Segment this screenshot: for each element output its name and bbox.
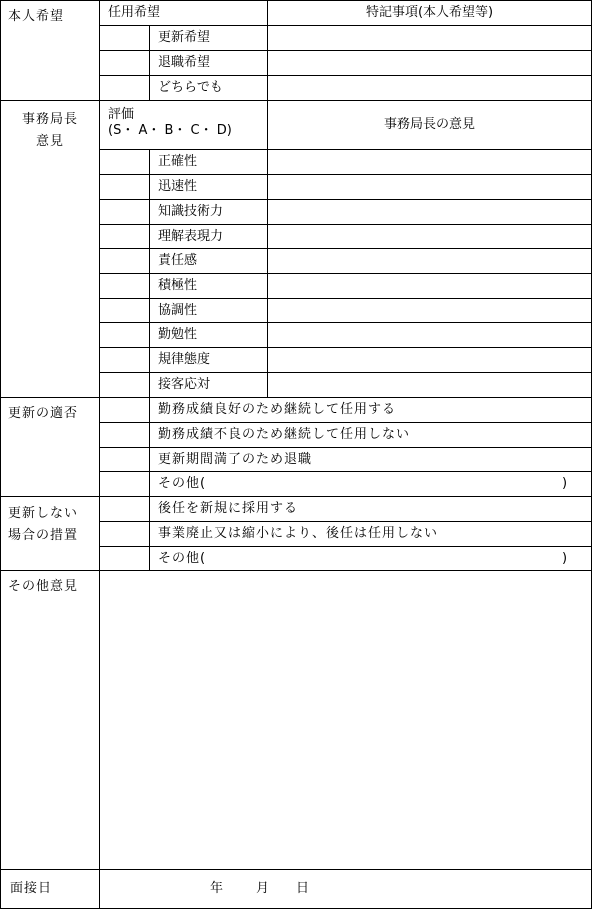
opinion-cell[interactable] — [268, 175, 592, 200]
opinion-cell[interactable] — [268, 348, 592, 373]
honnin-kibou-option: 更新希望 — [150, 26, 268, 51]
rating-cell[interactable] — [100, 249, 150, 274]
sochi-other[interactable] — [150, 547, 592, 571]
day-label: 日 — [296, 881, 310, 896]
sochi-option: 事業廃止又は縮小により、後任は任用しない — [150, 522, 592, 547]
jimukyokucho-label-line1: 事務局長 — [21, 112, 78, 127]
jimukyokucho-label — [1, 101, 100, 398]
sochi-label — [1, 497, 100, 571]
sonota-iken-label: その他意見 — [1, 571, 100, 870]
koushin-tekihi-check-cell[interactable] — [100, 398, 150, 423]
mensetsubi-row — [1, 870, 592, 909]
honnin-kibou-label: 本人希望 — [1, 1, 100, 101]
honnin-kibou-option: 退職希望 — [150, 51, 268, 76]
mensetsubi-label: 面接日 — [1, 870, 100, 909]
other-close-paren: ) — [561, 476, 568, 491]
koushin-tekihi-check-cell[interactable] — [100, 448, 150, 472]
criterion-label: 勤勉性 — [150, 323, 268, 348]
tokki-jikou-cell[interactable] — [268, 76, 592, 101]
honnin-kibou-header-row — [1, 1, 592, 26]
koushin-tekihi-option: 勤務成績不良のため継続して任用しない — [150, 423, 592, 448]
criterion-label: 規律態度 — [150, 348, 268, 373]
opinion-cell[interactable] — [268, 299, 592, 323]
criterion-label: 積極性 — [150, 274, 268, 299]
opinion-cell[interactable] — [268, 200, 592, 225]
sochi-label-line2: 場合の措置 — [8, 528, 79, 543]
jimukyokucho-header-row — [1, 101, 592, 150]
honnin-kibou-option: どちらでも — [150, 76, 268, 101]
rating-cell[interactable] — [100, 175, 150, 200]
criterion-label: 正確性 — [150, 150, 268, 175]
koushin-tekihi-check-cell[interactable] — [100, 423, 150, 448]
sochi-check-cell[interactable] — [100, 522, 150, 547]
other-open-label: その他( — [158, 476, 207, 491]
tokki-jikou-header: 特記事項(本人希望等) — [268, 1, 592, 26]
honnin-kibou-check-cell[interactable] — [100, 51, 150, 76]
honnin-kibou-check-cell[interactable] — [100, 76, 150, 101]
sochi-row — [1, 497, 592, 522]
rating-cell[interactable] — [100, 323, 150, 348]
tokki-jikou-cell[interactable] — [268, 51, 592, 76]
opinion-cell[interactable] — [268, 249, 592, 274]
koushin-tekihi-row — [1, 398, 592, 423]
rating-cell[interactable] — [100, 200, 150, 225]
sochi-label-line1: 更新しない — [8, 506, 79, 521]
criterion-label: 理解表現力 — [150, 225, 268, 249]
sonota-iken-row — [1, 571, 592, 870]
mensetsubi-date-field[interactable] — [100, 870, 592, 909]
criterion-label: 協調性 — [150, 299, 268, 323]
opinion-cell[interactable] — [268, 150, 592, 175]
hyouka-header — [100, 101, 268, 150]
rating-cell[interactable] — [100, 299, 150, 323]
other-close-paren: ) — [561, 550, 568, 566]
criterion-label: 責任感 — [150, 249, 268, 274]
opinion-cell[interactable] — [268, 373, 592, 398]
rating-cell[interactable] — [100, 274, 150, 299]
opinion-cell[interactable] — [268, 225, 592, 249]
sochi-check-cell[interactable] — [100, 547, 150, 571]
hyouka-header-line1: 評価 — [108, 107, 135, 122]
jimukyokucho-opinion-header: 事務局長の意見 — [268, 101, 592, 150]
sochi-check-cell[interactable] — [100, 497, 150, 522]
hyouka-header-line2: (S・ A・ B・ C・ D) — [108, 123, 232, 138]
koushin-tekihi-label: 更新の適否 — [1, 398, 100, 497]
criterion-label: 接客応対 — [150, 373, 268, 398]
sochi-option: 後任を新規に採用する — [150, 497, 592, 522]
koushin-tekihi-option: 勤務成績良好のため継続して任用する — [150, 398, 592, 423]
rating-cell[interactable] — [100, 373, 150, 398]
opinion-cell[interactable] — [268, 274, 592, 299]
year-label: 年 — [210, 881, 224, 896]
criterion-label: 迅速性 — [150, 175, 268, 200]
koushin-tekihi-option: 更新期間満了のため退職 — [150, 448, 592, 472]
ninyou-kibou-header: 任用希望 — [100, 1, 268, 26]
koushin-tekihi-other[interactable] — [150, 472, 592, 497]
opinion-cell[interactable] — [268, 323, 592, 348]
rating-cell[interactable] — [100, 150, 150, 175]
month-label: 月 — [256, 881, 270, 896]
sonota-iken-field[interactable] — [100, 571, 592, 870]
jimukyokucho-label-line2: 意見 — [35, 134, 64, 149]
other-open-label: その他( — [158, 550, 207, 566]
koushin-tekihi-check-cell[interactable] — [100, 472, 150, 497]
rating-cell[interactable] — [100, 225, 150, 249]
rating-cell[interactable] — [100, 348, 150, 373]
tokki-jikou-cell[interactable] — [268, 26, 592, 51]
criterion-label: 知識技術力 — [150, 200, 268, 225]
honnin-kibou-check-cell[interactable] — [100, 26, 150, 51]
